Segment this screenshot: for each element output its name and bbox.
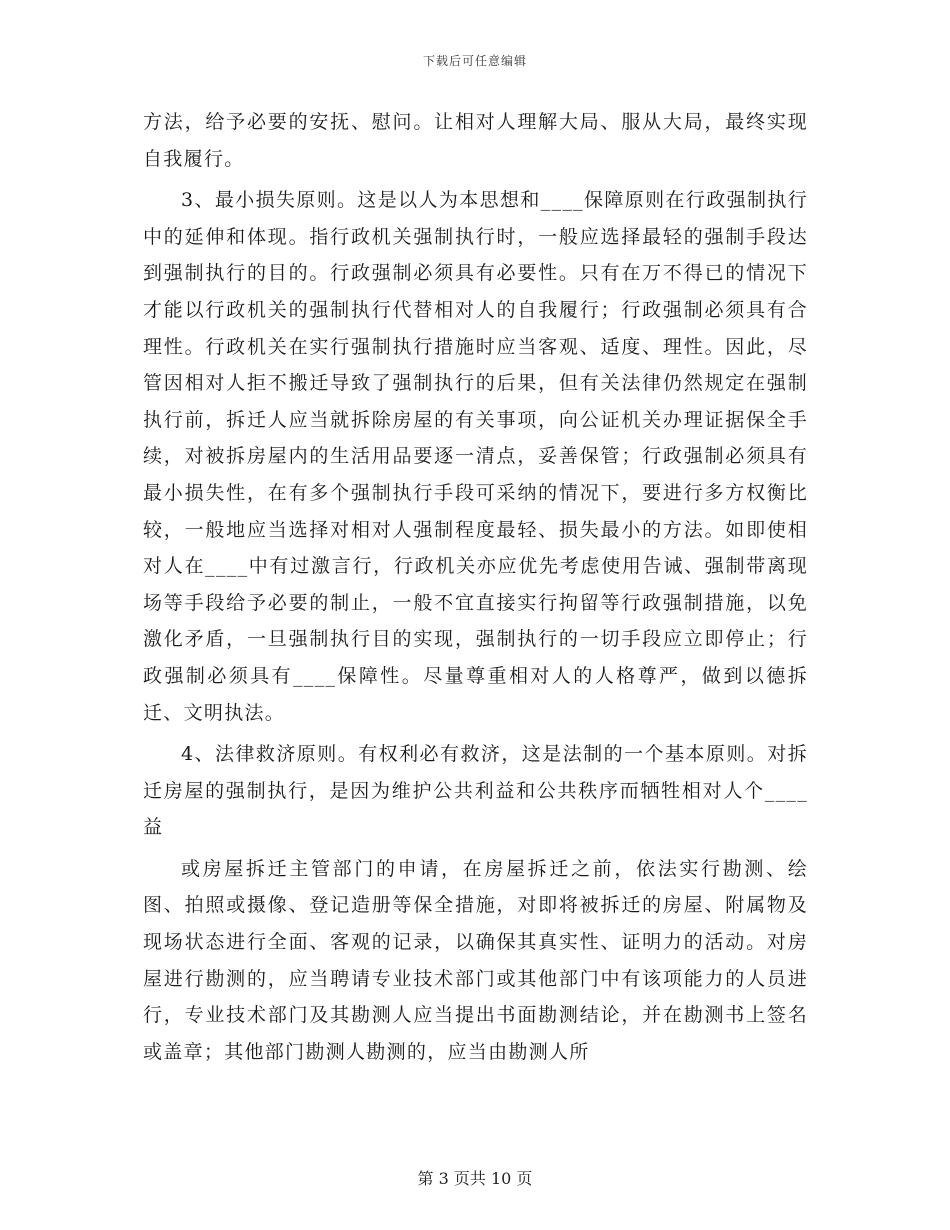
paragraph-continuation: 方法，给予必要的安抚、慰问。让相对人理解大局、服从大局，最终实现自我履行。 bbox=[143, 111, 808, 170]
paragraph-evidence-preservation: 或房屋拆迁主管部门的申请，在房屋拆迁之前，依法实行勘测、绘图、拍照或摄像、登记造册等保全措施，对即将被拆迁的房屋、附属物及现场状态进行全面、客观的记录，以确保其真实性、证明力的活动。对房屋进行勘测的，应当聘请专业技术部门或其他部门中有该项能力的人员进行，专业技术部门及其勘测人应当提出书面勘测结论，并在勘测书上签名或盖章；其他部门勘测人勘测的，应当由勘测人所 bbox=[143, 857, 808, 1063]
paragraph-legal-remedy-principle: 4、法律救济原则。有权利必有救济，这是法制的一个基本原则。对拆迁房屋的强制执行，是因为维护公共利益和公共秩序而牺牲相对人个____益 bbox=[143, 743, 808, 839]
document-body bbox=[143, 104, 808, 1070]
page-header: 下载后可任意编辑 bbox=[422, 54, 527, 68]
page-number: 第 3 页共 10 页 bbox=[417, 1169, 533, 1188]
paragraph-minimum-loss-principle: 3、最小损失原则。这是以人为本思想和____保障原则在行政强制执行中的延伸和体现。指行政机关强制执行时，一般应选择最轻的强制手段达到强制执行的目的。行政强制必须具有必要性。只有在万不得已的情况下才能以行政机关的强制执行代替相对人的自我履行；行政强制必须具有合理性。行政机关在实行强制执行措施时应当客观、适度、理性。因此，尽管因相对人拒不搬迁导致了强制执行的后果，但有关法律仍然规定在强制执行前，拆迁人应当就拆除房屋的有关事项，向公证机关办理证据保全手续，对被拆房屋内的生活用品要逐一清点，妥善保管；行政强制必须具有最小损失性，在有多个强制执行手段可采纳的情况下，要进行多方权衡比较，一般地应当选择对相对人强制程度最轻、损失最小的方法。如即使相对人在____中有过激言行，行政机关亦应优先考虑使用告诫、强制带离现场等手段给予必要的制止，一般不宜直接实行拘留等行政强制措施，以免激化矛盾，一旦强制执行目的实现，强制执行的一切手段应立即停止；行政强制必须具有____保障性。尽量尊重相对人的人格尊严，做到以德拆迁、文明执法。 bbox=[143, 189, 808, 724]
